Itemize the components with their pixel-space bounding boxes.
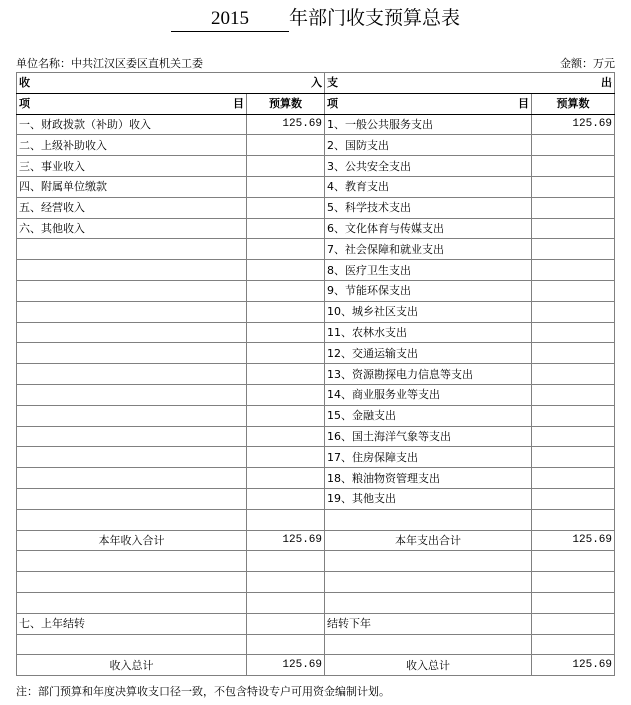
income-value-cell bbox=[247, 197, 325, 218]
expense-item-cell: 本年支出合计 bbox=[325, 530, 532, 551]
income-item-cell: 本年收入合计 bbox=[17, 530, 247, 551]
expense-value-cell bbox=[532, 447, 615, 468]
income-value-cell bbox=[247, 613, 325, 634]
income-item-cell bbox=[17, 509, 247, 530]
expense-value-cell bbox=[532, 592, 615, 613]
income-value-cell bbox=[247, 509, 325, 530]
table-row bbox=[17, 426, 615, 447]
expense-item-cell bbox=[325, 634, 532, 655]
title-year: 2015 bbox=[171, 7, 289, 32]
income-item-cell bbox=[17, 447, 247, 468]
income-item-cell: 五、经营收入 bbox=[17, 197, 247, 218]
income-item-cell bbox=[17, 322, 247, 343]
income-value-cell bbox=[247, 634, 325, 655]
income-value-cell bbox=[247, 343, 325, 364]
table-row bbox=[17, 530, 615, 551]
table-row bbox=[17, 655, 615, 676]
expense-item-cell: 结转下年 bbox=[325, 613, 532, 634]
expense-item-cell bbox=[325, 551, 532, 572]
expense-item-cell: 9、节能环保支出 bbox=[325, 280, 532, 301]
expense-item-cell: 19、其他支出 bbox=[325, 488, 532, 509]
income-item-header: 项 目 bbox=[17, 93, 247, 114]
expense-value-cell bbox=[532, 301, 615, 322]
amount-unit: 金额：万元 bbox=[560, 57, 615, 70]
budget-table bbox=[16, 72, 615, 676]
table-row bbox=[17, 634, 615, 655]
income-value-cell bbox=[247, 551, 325, 572]
income-value-cell: 125.69 bbox=[247, 530, 325, 551]
expense-item-cell: 12、交通运输支出 bbox=[325, 343, 532, 364]
expense-item-cell: 5、科学技术支出 bbox=[325, 197, 532, 218]
table-row bbox=[17, 114, 615, 135]
expense-item-cell: 13、资源勘探电力信息等支出 bbox=[325, 364, 532, 385]
income-value-cell bbox=[247, 260, 325, 281]
expense-item-cell bbox=[325, 592, 532, 613]
expense-value-cell bbox=[532, 426, 615, 447]
expense-item-cell: 10、城乡社区支出 bbox=[325, 301, 532, 322]
income-item-cell: 三、事业收入 bbox=[17, 156, 247, 177]
table-row bbox=[17, 301, 615, 322]
expense-value-cell bbox=[532, 384, 615, 405]
table-row bbox=[17, 343, 615, 364]
table-row bbox=[17, 384, 615, 405]
page-title bbox=[0, 6, 631, 30]
income-item-cell bbox=[17, 364, 247, 385]
table-row bbox=[17, 260, 615, 281]
expense-value-cell bbox=[532, 239, 615, 260]
expense-item-cell: 4、教育支出 bbox=[325, 176, 532, 197]
income-item-cell bbox=[17, 239, 247, 260]
income-value-cell bbox=[247, 156, 325, 177]
expense-value-cell bbox=[532, 218, 615, 239]
footnote: 注：部门预算和年度决算收支口径一致，不包含特设专户可用资金编制计划。 bbox=[16, 685, 390, 698]
expense-value-cell bbox=[532, 135, 615, 156]
income-value-cell bbox=[247, 301, 325, 322]
expense-value-cell bbox=[532, 634, 615, 655]
income-item-cell bbox=[17, 551, 247, 572]
income-value-cell bbox=[247, 280, 325, 301]
income-value-cell: 125.69 bbox=[247, 655, 325, 676]
income-value-cell bbox=[247, 488, 325, 509]
table-row bbox=[17, 218, 615, 239]
income-header: 收 入 bbox=[17, 73, 325, 94]
table-row bbox=[17, 447, 615, 468]
income-item-cell: 一、财政拨款（补助）收入 bbox=[17, 114, 247, 135]
table-row bbox=[17, 176, 615, 197]
income-item-cell: 收入总计 bbox=[17, 655, 247, 676]
table-row bbox=[17, 613, 615, 634]
unit-name: 单位名称：中共江汉区委区直机关工委 bbox=[16, 57, 203, 70]
expense-value-cell bbox=[532, 322, 615, 343]
income-budget-header: 预算数 bbox=[247, 93, 325, 114]
expense-item-cell: 2、国防支出 bbox=[325, 135, 532, 156]
table-row bbox=[17, 509, 615, 530]
expense-value-cell: 125.69 bbox=[532, 655, 615, 676]
income-item-cell bbox=[17, 384, 247, 405]
expense-item-cell: 15、金融支出 bbox=[325, 405, 532, 426]
expense-value-cell bbox=[532, 260, 615, 281]
expense-item-cell: 1、一般公共服务支出 bbox=[325, 114, 532, 135]
income-value-cell bbox=[247, 426, 325, 447]
table-row bbox=[17, 468, 615, 489]
title-text: 年部门收支预算总表 bbox=[288, 7, 460, 29]
table-row bbox=[17, 239, 615, 260]
expense-item-cell: 3、公共安全支出 bbox=[325, 156, 532, 177]
expense-item-cell: 16、国土海洋气象等支出 bbox=[325, 426, 532, 447]
income-item-cell: 七、上年结转 bbox=[17, 613, 247, 634]
expense-value-cell bbox=[532, 468, 615, 489]
section-header-row bbox=[17, 73, 615, 94]
income-value-cell bbox=[247, 447, 325, 468]
expense-value-cell bbox=[532, 197, 615, 218]
table-row bbox=[17, 135, 615, 156]
expense-item-cell: 7、社会保障和就业支出 bbox=[325, 239, 532, 260]
expense-item-cell bbox=[325, 572, 532, 593]
income-value-cell bbox=[247, 322, 325, 343]
income-item-cell bbox=[17, 634, 247, 655]
expense-value-cell bbox=[532, 176, 615, 197]
expense-header: 支 出 bbox=[325, 73, 615, 94]
income-value-cell bbox=[247, 384, 325, 405]
expense-item-cell: 17、住房保障支出 bbox=[325, 447, 532, 468]
expense-value-cell: 125.69 bbox=[532, 114, 615, 135]
income-item-cell: 六、其他收入 bbox=[17, 218, 247, 239]
expense-value-cell bbox=[532, 280, 615, 301]
expense-item-cell bbox=[325, 509, 532, 530]
expense-item-header: 项 目 bbox=[325, 93, 532, 114]
income-value-cell bbox=[247, 364, 325, 385]
table-row bbox=[17, 364, 615, 385]
table-row bbox=[17, 197, 615, 218]
income-item-cell bbox=[17, 572, 247, 593]
income-item-cell bbox=[17, 488, 247, 509]
expense-value-cell bbox=[532, 509, 615, 530]
expense-value-cell bbox=[532, 613, 615, 634]
income-value-cell bbox=[247, 176, 325, 197]
expense-budget-header: 预算数 bbox=[532, 93, 615, 114]
column-header-row bbox=[17, 93, 615, 114]
income-item-cell bbox=[17, 280, 247, 301]
income-value-cell bbox=[247, 468, 325, 489]
expense-value-cell bbox=[532, 364, 615, 385]
expense-item-cell: 6、文化体育与传媒支出 bbox=[325, 218, 532, 239]
income-value-cell: 125.69 bbox=[247, 114, 325, 135]
income-item-cell: 二、上级补助收入 bbox=[17, 135, 247, 156]
expense-value-cell bbox=[532, 488, 615, 509]
income-item-cell: 四、附属单位缴款 bbox=[17, 176, 247, 197]
table-row bbox=[17, 488, 615, 509]
table-row bbox=[17, 405, 615, 426]
income-item-cell bbox=[17, 260, 247, 281]
expense-value-cell bbox=[532, 405, 615, 426]
expense-value-cell bbox=[532, 156, 615, 177]
expense-item-cell: 14、商业服务业等支出 bbox=[325, 384, 532, 405]
expense-value-cell bbox=[532, 343, 615, 364]
income-item-cell bbox=[17, 343, 247, 364]
table-row bbox=[17, 551, 615, 572]
income-value-cell bbox=[247, 239, 325, 260]
income-value-cell bbox=[247, 135, 325, 156]
expense-item-cell: 8、医疗卫生支出 bbox=[325, 260, 532, 281]
table-row bbox=[17, 322, 615, 343]
expense-item-cell: 11、农林水支出 bbox=[325, 322, 532, 343]
income-item-cell bbox=[17, 426, 247, 447]
expense-item-cell: 18、粮油物资管理支出 bbox=[325, 468, 532, 489]
expense-value-cell: 125.69 bbox=[532, 530, 615, 551]
table-row bbox=[17, 592, 615, 613]
table-row bbox=[17, 572, 615, 593]
income-item-cell bbox=[17, 468, 247, 489]
income-item-cell bbox=[17, 301, 247, 322]
income-item-cell bbox=[17, 592, 247, 613]
expense-value-cell bbox=[532, 572, 615, 593]
income-item-cell bbox=[17, 405, 247, 426]
table-row bbox=[17, 280, 615, 301]
income-value-cell bbox=[247, 572, 325, 593]
expense-item-cell: 收入总计 bbox=[325, 655, 532, 676]
income-value-cell bbox=[247, 592, 325, 613]
table-row bbox=[17, 156, 615, 177]
expense-value-cell bbox=[532, 551, 615, 572]
income-value-cell bbox=[247, 218, 325, 239]
income-value-cell bbox=[247, 405, 325, 426]
